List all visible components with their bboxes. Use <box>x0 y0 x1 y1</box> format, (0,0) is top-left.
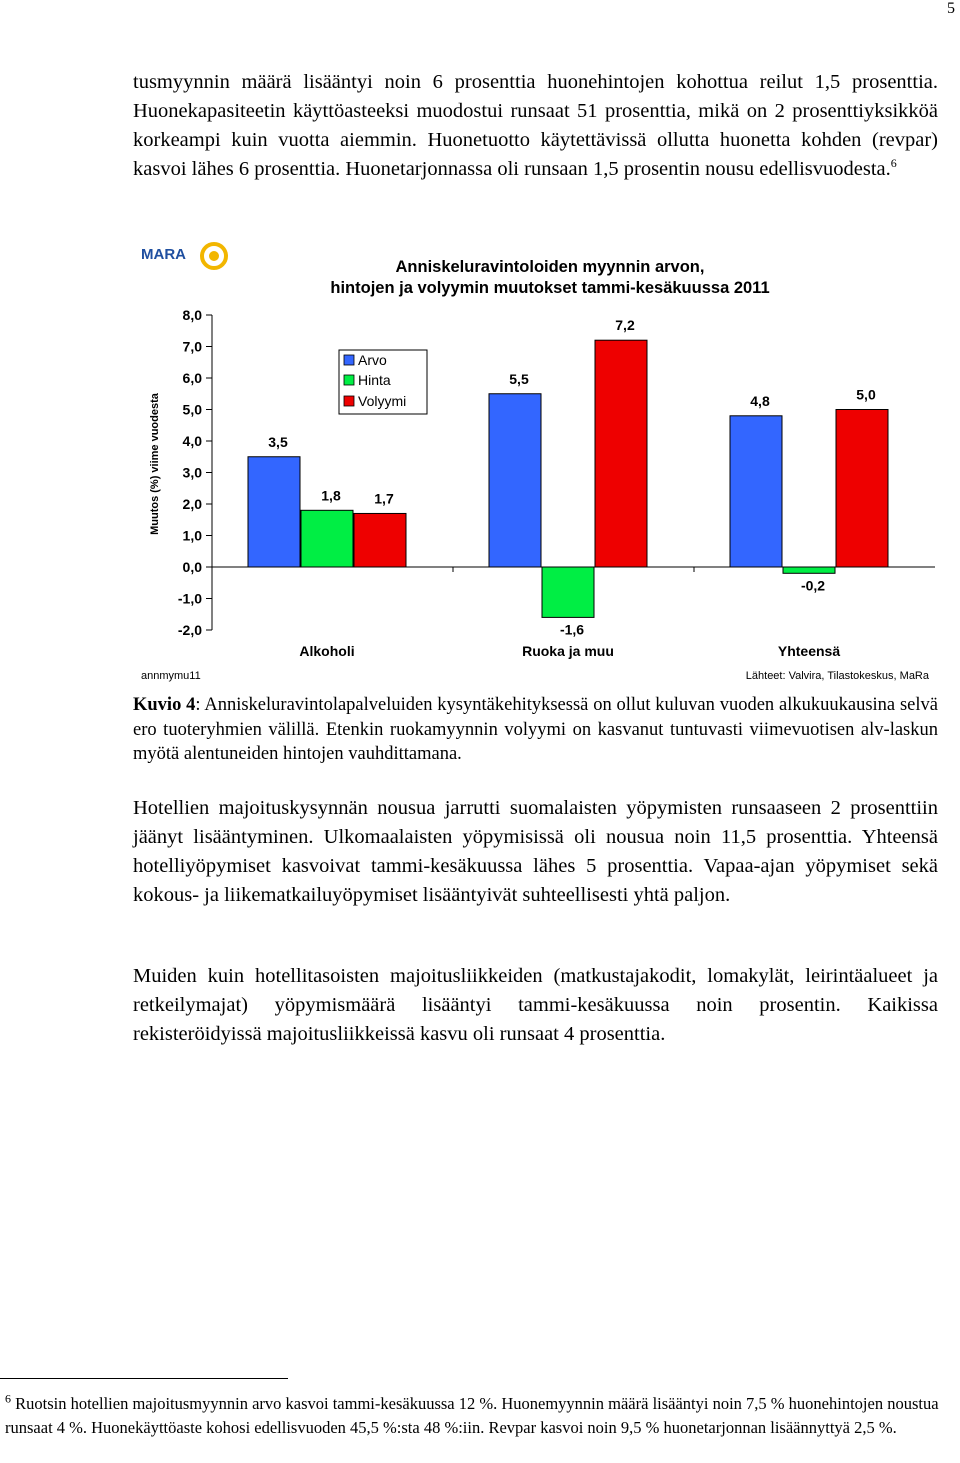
y-tick-label: 0,0 <box>182 559 202 575</box>
legend-swatch-volyymi <box>344 396 354 406</box>
data-label: 1,8 <box>321 487 341 504</box>
legend-label-volyymi: Volyymi <box>358 393 407 409</box>
bar-volyymi <box>595 340 647 567</box>
bar-hinta <box>542 567 594 617</box>
paragraph-hotels: Hotellien majoituskysynnän nousua jarrutti suomalaisten yöpymisten runsaaseen 2 prosenttiin jäänyt lisääntyminen. Ulkomaalaisten yöpymisissä oli nousua noin 11,5 prosenttia. Yhteensä hotelliyöpymiset kasvoivat tammi-kesäkuussa lähes 5 prosenttia. Vapaa-ajan yöpymiset sekä kokous- ja liikematkailuyöpymiset lisääntyivät suhteellisesti yhtä paljon. <box>133 797 938 906</box>
legend-label-hinta: Hinta <box>358 372 391 388</box>
category-labels <box>299 643 840 659</box>
paragraph-other-accommodation: Muiden kuin hotellitasoisten majoitusliikkeiden (matkustajakodit, lomakylät, leirintäalueet ja retkeilymajat) yöpymismäärä lisääntyi tammi-kesäkuussa noin prosentin. Kaikissa rekisteröidyissä majoitusliikkeissä kasvu oli runsaat 4 prosenttia. <box>133 965 938 1045</box>
legend-swatch-arvo <box>344 355 354 365</box>
paragraph-intro <box>133 68 938 184</box>
category-label: Alkoholi <box>299 643 355 659</box>
paragraph-intro-text: tusmyynnin määrä lisääntyi noin 6 prosenttia huonehintojen kohottua reilut 1,5 prosenttia. Huonekapasiteetin käyttöasteeksi muodostui runsaat 51 prosenttia, mikä on 2 prosenttiyksikköä korkeampi kuin vuotta aiemmin. Huonetuotto käytettävissä ollutta huonetta kohden (revpar) kasvoi lähes 6 prosenttia. Huonetarjonnassa oli runsaan 1,5 prosentin nousu edellisvuodesta. <box>133 71 938 180</box>
y-tick-label: 3,0 <box>182 464 202 481</box>
y-tick-label: -1,0 <box>177 590 202 607</box>
figure-caption <box>133 693 938 767</box>
page-number: 5 <box>947 0 955 17</box>
footnote-reference[interactable]: 6 <box>890 156 897 171</box>
data-label: 4,8 <box>750 392 770 409</box>
bar-arvo <box>730 416 782 567</box>
data-label: 7,2 <box>615 317 635 334</box>
y-tick-label: 4,0 <box>182 433 202 449</box>
logo-sun-core-icon <box>209 251 219 261</box>
chart-source-note: Lähteet: Valvira, Tilastokeskus, MaRa <box>745 670 929 682</box>
y-tick-label: 8,0 <box>182 307 202 323</box>
data-label: 5,0 <box>856 386 876 403</box>
bar-volyymi <box>836 410 888 568</box>
bar-volyymi <box>354 513 406 567</box>
bar-chart <box>0 230 960 690</box>
y-tick-label: 7,0 <box>182 338 202 355</box>
logo-text: MARA <box>141 246 186 263</box>
chart-title-line1: Anniskeluravintoloiden myynnin arvon, <box>395 258 705 276</box>
legend-label-arvo: Arvo <box>358 352 387 368</box>
category-label: Yhteensä <box>777 643 841 659</box>
data-label: 5,5 <box>509 370 529 387</box>
caption-text: : Anniskeluravintolapalveluiden kysyntäkehityksessä on ollut kuluvan vuoden alkukuukausina selvä ero tuoteryhmien välillä. Etenkin ruokamyynnin volyymi on kasvanut tuntuvasti viimevuotisen alv-laskun myötä alentuneiden hintojen vauhdittamana. <box>133 695 938 764</box>
chart-code-note: annmymu11 <box>141 670 201 682</box>
y-axis-label: Muutos (%) viime vuodesta <box>149 393 161 535</box>
y-tick-label: 6,0 <box>182 370 202 386</box>
mara-logo <box>141 244 226 268</box>
caption-label: Kuvio 4 <box>133 695 196 715</box>
legend-swatch-hinta <box>344 375 354 385</box>
y-tick-label: -2,0 <box>177 622 202 638</box>
footnote-text: Ruotsin hotellien majoitusmyynnin arvo kasvoi tammi-kesäkuussa 12 %. Huonemyynnin määrä lisääntyi noin 7,5 % huonehintojen noustua runsaat 4 %. Huonekäyttöaste kohosi edellisvuoden 45,5 %:sta 48 %:iin. Revpar kasvoi noin 9,5 % huonetarjonnan lisäännyttyä 2,5 %. <box>5 1394 939 1437</box>
data-label: 3,5 <box>268 433 288 450</box>
footnote-number: 6 <box>5 1391 11 1406</box>
category-label: Ruoka ja muu <box>522 643 614 659</box>
bar-arvo <box>248 457 300 567</box>
bar-hinta <box>783 567 835 573</box>
y-tick-label: 2,0 <box>182 496 202 512</box>
chart-svg <box>0 230 960 690</box>
data-label: -0,2 <box>800 577 826 594</box>
chart-title-line2: hintojen ja volyymin muutokset tammi-kesäkuussa 2011 <box>330 279 770 297</box>
footnote-divider <box>0 1378 288 1379</box>
bar-hinta <box>301 510 353 567</box>
y-tick-label: 1,0 <box>182 527 202 544</box>
data-label: -1,6 <box>559 621 585 638</box>
legend <box>339 350 427 414</box>
y-tick-label: 5,0 <box>182 401 202 418</box>
data-label: 1,7 <box>374 490 394 507</box>
y-ticks <box>178 307 212 638</box>
bar-arvo <box>489 394 541 567</box>
footnote <box>5 1392 940 1440</box>
